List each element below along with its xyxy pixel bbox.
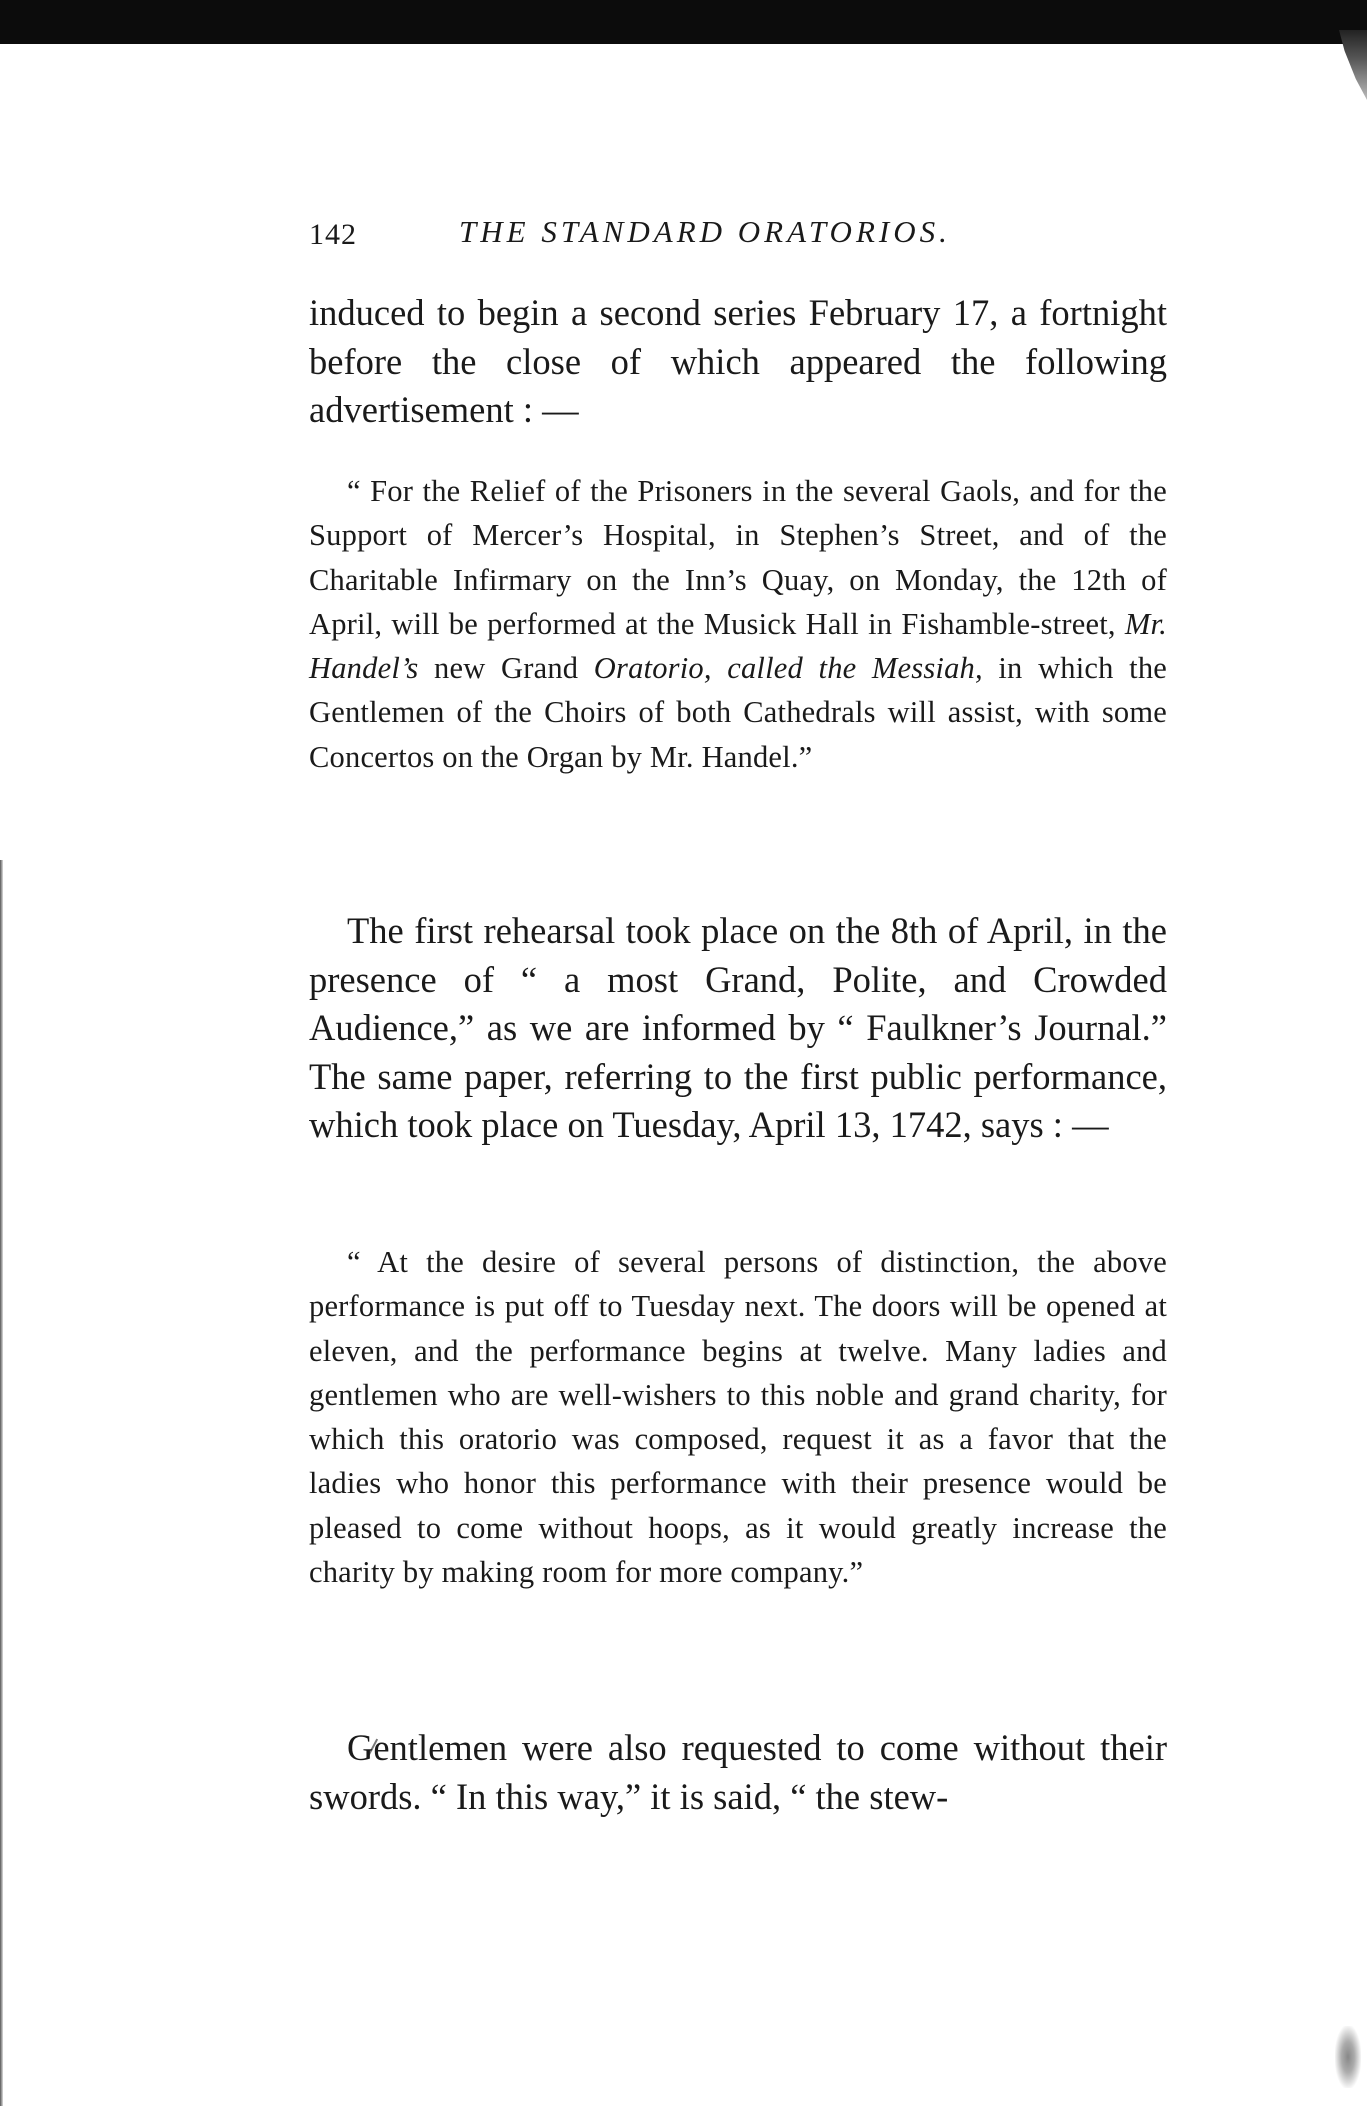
scan-corner-smudge (1335, 2026, 1361, 2088)
scan-top-border (0, 0, 1367, 44)
quoted-notice: “ At the desire of several persons of distinction, the above performance is put off to Tuesday next. The doors will be opened at eleven, and the performance begins at twelve. Many ladies and gentlemen who are well-wishers to this noble and grand charity, for which this oratorio was composed, request it as a favor that the ladies who honor this performance with their presence would be pleased to come without hoops, as it would greatly increase the charity by making room for more company.” (309, 1245, 1167, 1590)
scan-left-edge-shadow (0, 860, 3, 2106)
running-head (309, 214, 1169, 258)
scan-page-curl (1339, 30, 1367, 100)
quote-text-part-1: “ For the Relief of the Prisoners in the several Gaols, and for the Support of Mercer’s Hospital, in Stephen’s Street, and of the Charitable Infirmary on the Inn’s Quay, on Monday, the 12th of April, will be performed at the Musick Hall in Fishamble-street, (309, 474, 1167, 641)
quoted-advertisement (309, 469, 1167, 779)
quote-italic-oratorio: Oratorio, called the Messiah, (593, 651, 983, 686)
quote-italic-handel: Mr. Handel’s (309, 606, 1167, 686)
quote-text-part-2: new Grand (418, 651, 594, 686)
page-number: 142 (309, 218, 357, 251)
paragraph-rehearsal: The first rehearsal took place on the 8th of April, in the presence of “ a most Grand, Polite, and Crowded Audience,” as we are informed by “ Faulkner’s Journal.” The same paper, referring to the first public performance, which took place on Tuesday, April 13, 1742, says : — (309, 910, 1167, 1145)
running-title: THE STANDARD ORATORIOS. (459, 214, 951, 249)
quote-text-part-3: in which the Gentlemen of the Choirs of both Cathedrals will assist, with some Concertos on the Organ by Mr. Handel.” (309, 651, 1168, 774)
paragraph-gentlemen: Gentlemen were also requested to come without their swords. “ In this way,” it is said, “ the stew- (309, 1727, 1167, 1817)
paragraph-1: induced to begin a second series February 17, a fortnight before the close of which appeared the following advertisement : — (309, 292, 1167, 430)
